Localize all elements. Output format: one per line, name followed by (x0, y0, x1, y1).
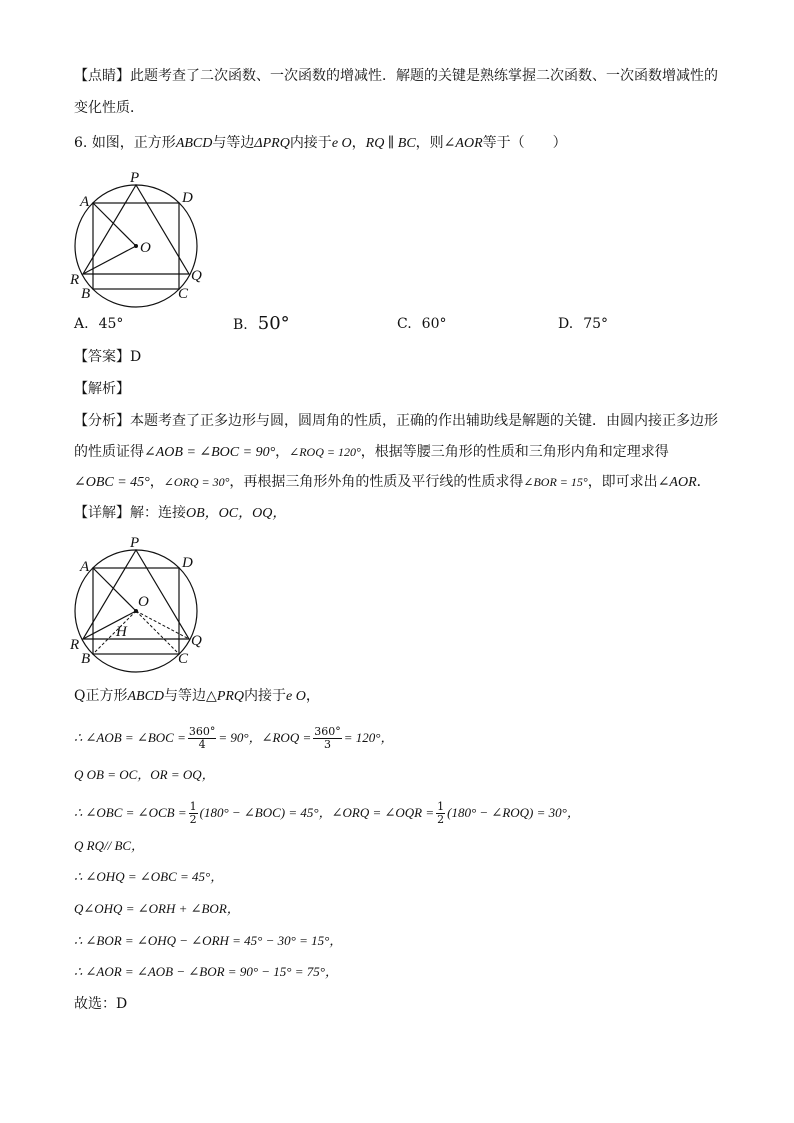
question-number: 6. (74, 135, 88, 151)
detail-label: 【详解】 (74, 505, 130, 521)
step-5: Q RQ// BC， (74, 838, 145, 853)
label-d: D (182, 190, 193, 206)
step-3: Q OB = OC，OR = OQ， (74, 767, 215, 782)
analysis-line-3: ∠OBC = 45°，∠ORQ = 30°，再根据三角形外角的性质及平行线的性质求得∠BOR = 15°，即可求出∠AOR． (74, 474, 711, 490)
analysis-heading: 【解析】 (74, 381, 130, 397)
label-o: O (140, 240, 151, 256)
analysis-label: 【分析】 (74, 413, 130, 429)
svg-text:O: O (138, 594, 149, 610)
step-6: ∴ ∠OHQ = ∠OBC = 45°， (74, 869, 224, 884)
label-c: C (178, 286, 189, 302)
analysis-line-2: 的性质证得∠AOB = ∠BOC = 90°，∠ROQ = 120°，根据等腰三角形的性质和三角形内角和定理求得 (74, 444, 669, 460)
svg-text:Q: Q (191, 633, 202, 649)
detail-line: 【详解】解：连接OB，OC，OQ， (74, 505, 287, 521)
svg-text:D: D (182, 555, 193, 571)
tip-line-1 (74, 66, 718, 86)
question-stem: 6. 如图，正方形ABCD与等边ΔPRQ内接于e O，RQ ∥ BC，则∠AOR等于（ ） (74, 135, 567, 151)
answer-label: 【答案】 (74, 349, 130, 365)
step-10-final-choice: 故选：D (74, 996, 128, 1012)
step-9: ∴ ∠AOR = ∠AOB − ∠BOR = 90° − 15° = 75°， (74, 964, 338, 979)
label-h: H (116, 624, 127, 640)
step-7: Q∠OHQ = ∠ORH + ∠BOR， (74, 901, 240, 916)
option-d[interactable]: D. 75° (558, 316, 609, 332)
step-4: ∴ ∠OBC = ∠OCB = $\frac{1}{2}$ (180° − ∠BOC) = 45°，∠ORQ = ∠OQR = $\frac{1}{2}$ (180° − ∠ROQ) = 30°， (74, 800, 580, 826)
label-q: Q (191, 268, 202, 284)
svg-text:R: R (70, 637, 80, 653)
geometry-figure-2 (66, 533, 216, 675)
label-r: R (70, 272, 80, 288)
svg-text:P: P (130, 535, 140, 551)
tip-line-2: 变化性质． (74, 100, 144, 116)
option-c[interactable]: C. 60° (397, 316, 447, 332)
option-b[interactable]: B. 50° (233, 313, 290, 334)
option-a[interactable]: A. 45° (74, 316, 124, 332)
label-p: P (130, 170, 140, 186)
step-8: ∴ ∠BOR = ∠OHQ − ∠ORH = 45° − 30° = 15°， (74, 933, 343, 948)
svg-text:C: C (178, 651, 189, 667)
step-2: ∴ ∠AOB = ∠BOC = $\frac{360^\circ}{4}$ = 90°，∠ROQ = $\frac{360^\circ}{3}$ = 120°， (74, 725, 394, 751)
analysis-line-1: 【分析】本题考查了正多边形与圆，圆周角的性质，正确的作出辅助线是解题的关键．由圆内接正多边形 (74, 413, 718, 429)
tip-label: 【点睛】 (74, 68, 130, 84)
label-a: A (80, 194, 90, 210)
svg-text:B: B (81, 651, 91, 667)
step-1: Q正方形ABCD与等边△PRQ内接于e O， (74, 688, 320, 704)
answer-line (74, 347, 141, 367)
svg-text:A: A (80, 559, 90, 575)
label-b: B (81, 286, 91, 302)
tip-text-1: 此题考查了二次函数、一次函数的增减性．解题的关键是熟练掌握二次函数、一次函数增减性的 (130, 68, 718, 84)
geometry-figure-1 (66, 168, 216, 310)
answer-value: D (130, 349, 142, 365)
